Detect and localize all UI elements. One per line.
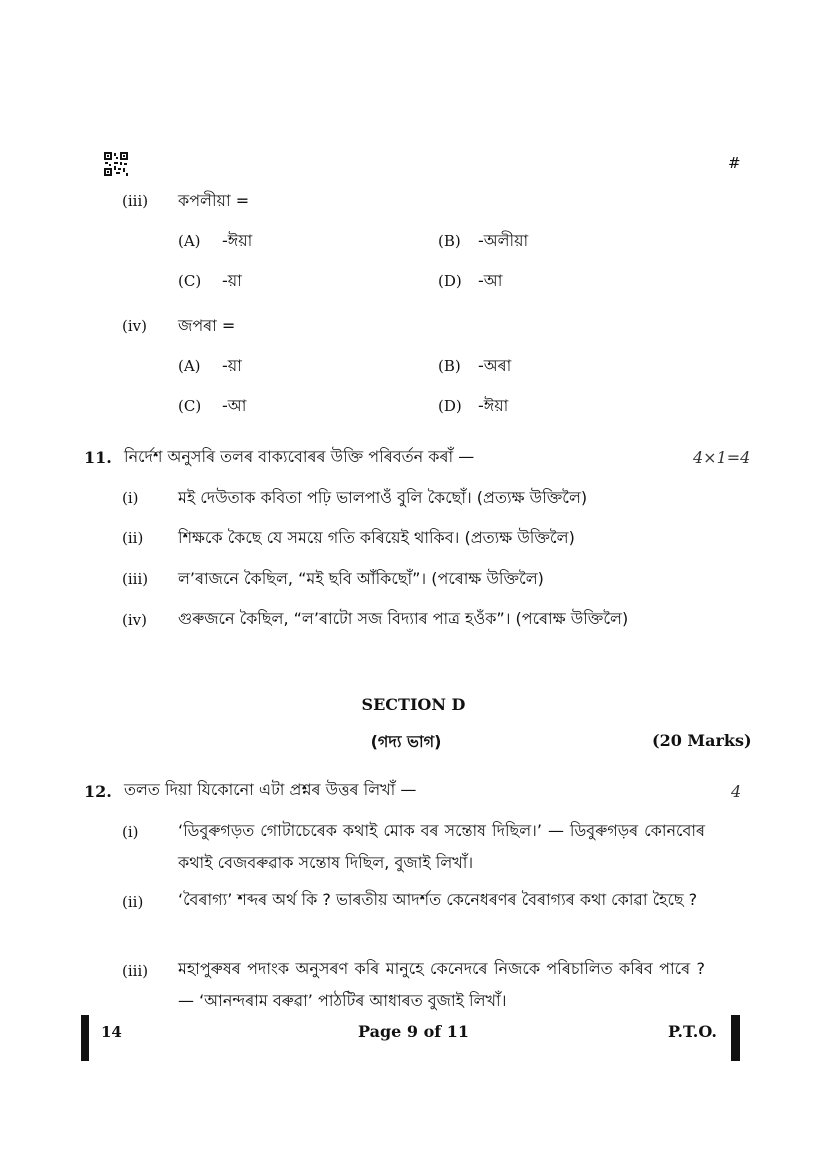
section-subtitle: (গদ্য ভাগ) (370, 732, 442, 751)
q11-item-text: মই দেউতাক কবিতা পঢ়ি ভালপাওঁ বুলি কৈছোঁ। (প্ৰত্যক্ষ উক্তিলৈ) (178, 488, 588, 507)
q12-number: 12. (84, 782, 112, 801)
footer-pto: P.T.O. (668, 1022, 717, 1041)
option-text: -অৰা (478, 356, 512, 375)
section-title: SECTION D (361, 695, 466, 714)
q11-item-text: গুৰুজনে কৈছিল, “ল’ৰাটো সজ বিদ্যাৰ পাত্ৰ হওঁক”। (পৰোক্ষ উক্তিলৈ) (178, 609, 629, 628)
q12-instruction: তলত দিয়া যিকোনো এটা প্ৰশ্নৰ উত্তৰ লিখাঁ — (124, 780, 417, 799)
qr-code-icon (104, 152, 128, 180)
q11-item-label: (i) (122, 489, 139, 507)
option-text: -য়া (222, 356, 242, 375)
q12-item-label: (iii) (122, 962, 149, 980)
option-text: -আ (222, 396, 247, 415)
q11-number: 11. (84, 448, 112, 467)
option-key: (B) (438, 232, 461, 250)
q12-item-label: (ii) (122, 893, 144, 911)
header-hash: # (728, 154, 741, 172)
section-marks: (20 Marks) (652, 731, 752, 750)
option-text: -আ (478, 271, 503, 290)
q10-iii-word: কপলীয়া = (178, 191, 250, 210)
q12-item-text: ‘ডিবুৰুগড়ত গোটাচেৰেক কথাই মোক বৰ সন্তোষ দিছিল।’ — ডিবুৰুগড়ৰ কোনবোৰ কথাই বেজবৰুৱাক সন্তোষ দিছিল, বুজাই লিখাঁ। (178, 821, 705, 872)
footer-page-number: Page 9 of 11 (358, 1022, 469, 1041)
footer-code: 14 (101, 1023, 122, 1041)
option-key: (B) (438, 357, 461, 375)
option-text: -ঈয়া (222, 231, 253, 250)
option-text: -য়া (222, 271, 242, 290)
q12-item-text: মহাপুৰুষৰ পদাংক অনুসৰণ কৰি মানুহে কেনেদৰে নিজকে পৰিচালিত কৰিব পাৰে ? — ‘আনন্দৰাম বৰুৱা’ পাঠটিৰ আধাৰত বুজাই লিখাঁ। (178, 959, 705, 1010)
q10-iv-label: (iv) (122, 317, 147, 335)
option-key: (A) (178, 357, 201, 375)
option-key: (D) (438, 397, 462, 415)
q11-instruction: নিৰ্দেশ অনুসৰি তলৰ বাক্যবোৰৰ উক্তি পৰিবৰ্তন কৰাঁ — (124, 447, 475, 466)
q11-item-text: ল’ৰাজনে কৈছিল, “মই ছবি আঁকিছোঁ”। (পৰোক্ষ উক্তিলৈ) (178, 569, 544, 588)
option-key: (A) (178, 232, 201, 250)
q12-marks: 4 (731, 782, 742, 801)
q11-item-label: (iv) (122, 611, 147, 629)
q11-item-label: (ii) (122, 529, 144, 547)
q10-iv-word: জপৰা = (178, 316, 236, 335)
option-text: -ঈয়া (478, 396, 509, 415)
footer-right-bar (731, 1015, 740, 1061)
q10-iii-label: (iii) (122, 192, 149, 210)
q11-item-label: (iii) (122, 570, 149, 588)
option-key: (C) (178, 397, 202, 415)
option-key: (C) (178, 272, 202, 290)
option-key: (D) (438, 272, 462, 290)
q11-marks: 4×1=4 (693, 448, 751, 467)
q11-item-text: শিক্ষকে কৈছে যে সময়ে গতি কৰিয়েই থাকিব। (প্ৰত্যক্ষ উক্তিলৈ) (178, 528, 575, 547)
q12-item-text: ‘বৈৰাগ্য’ শব্দৰ অৰ্থ কি ? ভাৰতীয় আদৰ্শত কেনেধৰণৰ বৈৰাগ্যৰ কথা কোৱা হৈছে ? (178, 890, 698, 909)
q12-item-label: (i) (122, 823, 139, 841)
option-text: -অলীয়া (478, 231, 529, 250)
